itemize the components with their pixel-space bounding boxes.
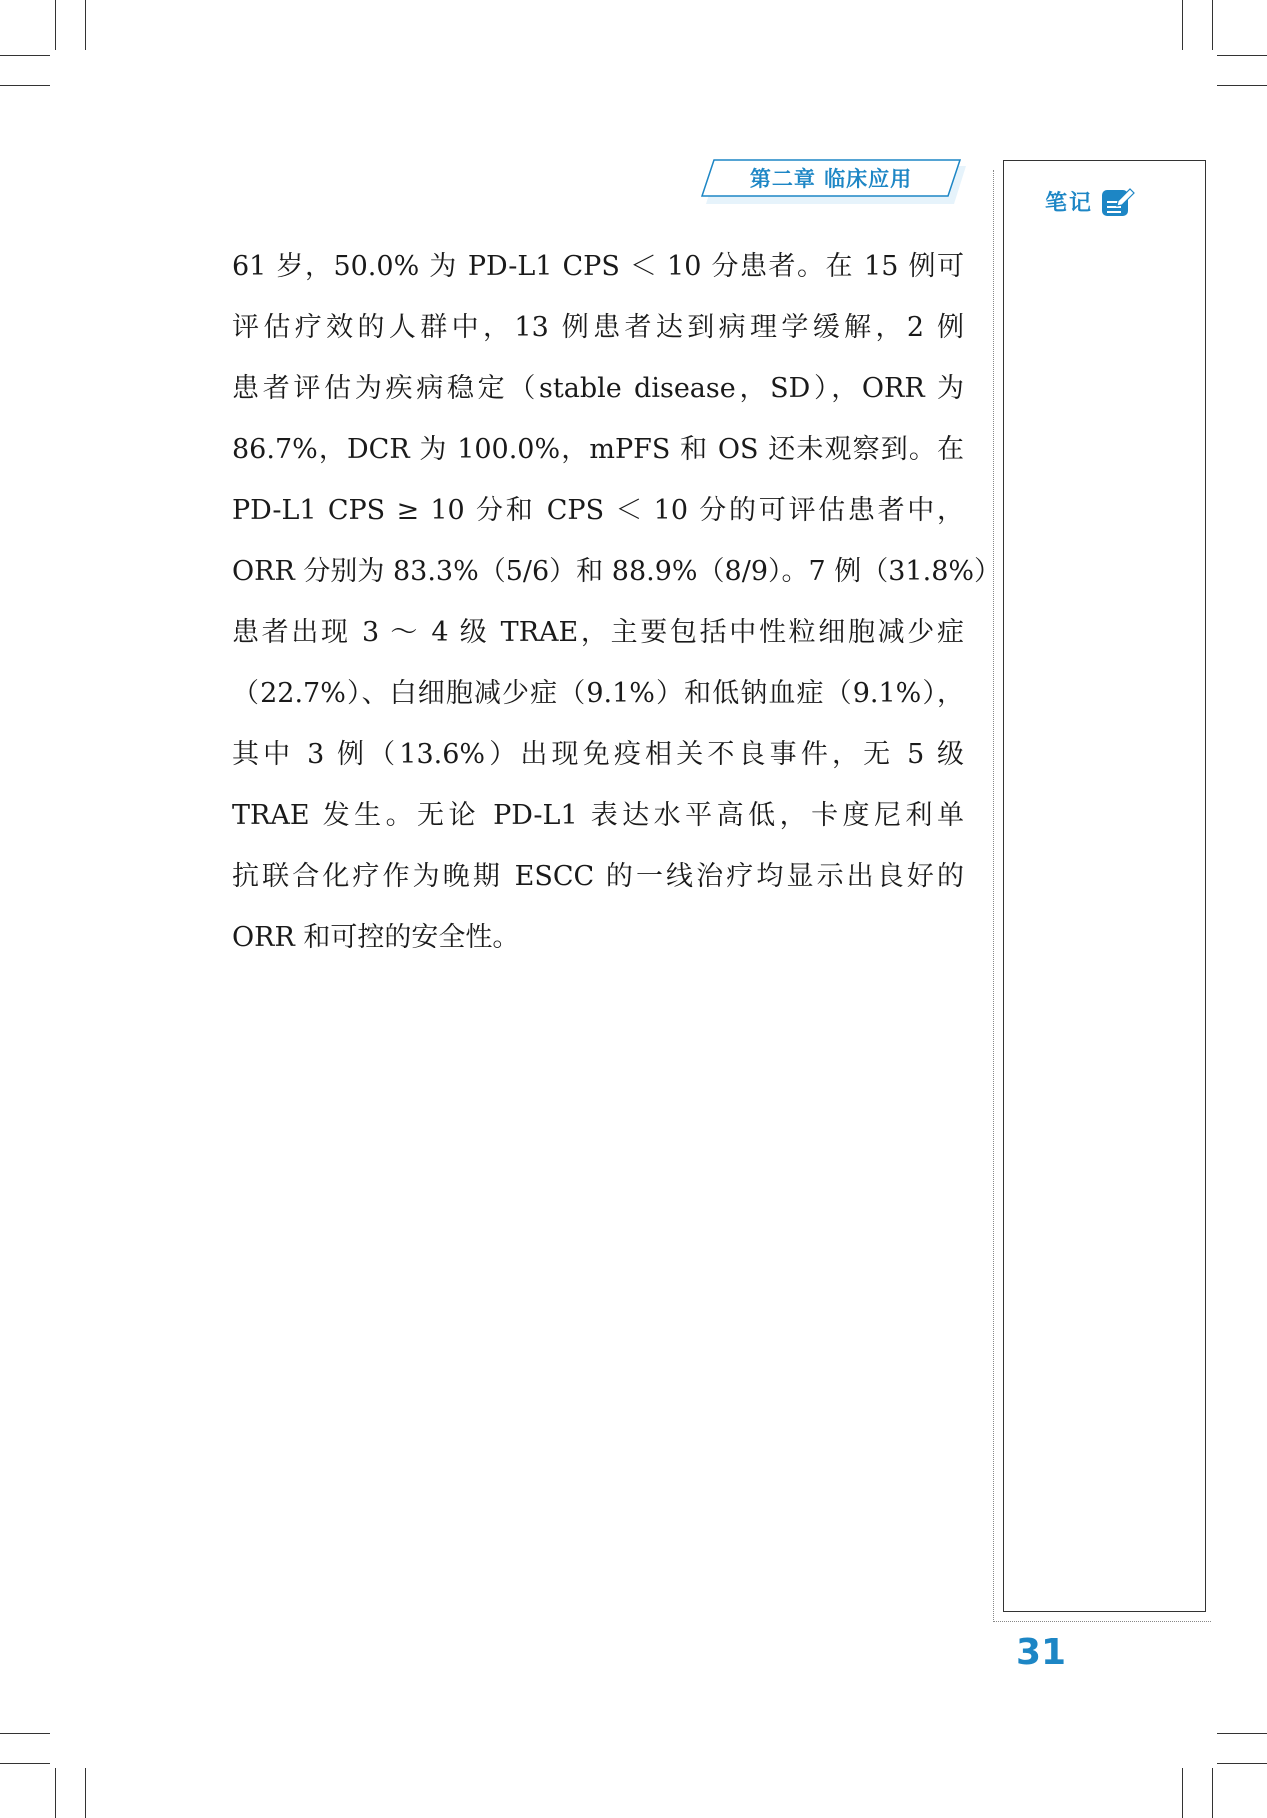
text-line: TRAE 发生。无论 PD-L1 表达水平高低，卡度尼利单 — [232, 800, 964, 831]
chapter-title: 第二章 临床应用 — [749, 167, 913, 191]
crop-mark — [1217, 1763, 1267, 1764]
text-line: 其中 3 例（13.6%）出现免疫相关不良事件，无 5 级 — [232, 739, 964, 770]
crop-mark — [0, 1733, 50, 1734]
notes-title: 笔记 — [1045, 190, 1094, 216]
crop-mark — [0, 55, 50, 56]
crop-mark — [0, 85, 50, 86]
crop-mark — [0, 1763, 50, 1764]
notes-header — [1045, 186, 1135, 217]
crop-mark — [55, 0, 56, 50]
crop-mark — [1217, 1733, 1267, 1734]
text-line: 评估疗效的人群中，13 例患者达到病理学缓解，2 例 — [232, 312, 964, 343]
crop-mark — [1212, 0, 1213, 50]
text-line: 86.7%，DCR 为 100.0%，mPFS 和 OS 还未观察到。在 — [232, 434, 964, 465]
text-line: （22.7%）、白细胞减少症（9.1%）和低钠血症（9.1%）， — [232, 678, 964, 709]
text-line: ORR 分别为 83.3%（5/6）和 88.9%（8/9）。7 例（31.8%） — [232, 556, 1002, 587]
text-line: ORR 和可控的安全性。 — [232, 922, 520, 953]
body-paragraph — [232, 236, 1002, 968]
text-line: 患者出现 3 ～ 4 级 TRAE，主要包括中性粒细胞减少症 — [232, 617, 964, 648]
crop-mark — [55, 1768, 56, 1818]
text-line: 患者评估为疾病稳定（stable disease，SD），ORR 为 — [232, 373, 964, 404]
text-line: PD-L1 CPS ≥ 10 分和 CPS ＜ 10 分的可评估患者中， — [232, 495, 964, 526]
crop-mark — [1217, 55, 1267, 56]
notes-panel — [1003, 160, 1206, 1612]
crop-mark — [1182, 1768, 1183, 1818]
chapter-header — [700, 158, 962, 200]
notepad-pencil-icon — [1101, 187, 1135, 217]
crop-mark — [85, 0, 86, 50]
text-line: 61 岁，50.0% 为 PD-L1 CPS ＜ 10 分患者。在 15 例可 — [232, 251, 964, 282]
page-number: 31 — [1016, 1632, 1067, 1673]
crop-mark — [1217, 85, 1267, 86]
text-line: 抗联合化疗作为晚期 ESCC 的一线治疗均显示出良好的 — [232, 861, 964, 892]
crop-mark — [85, 1768, 86, 1818]
crop-mark — [1212, 1768, 1213, 1818]
crop-mark — [1182, 0, 1183, 50]
